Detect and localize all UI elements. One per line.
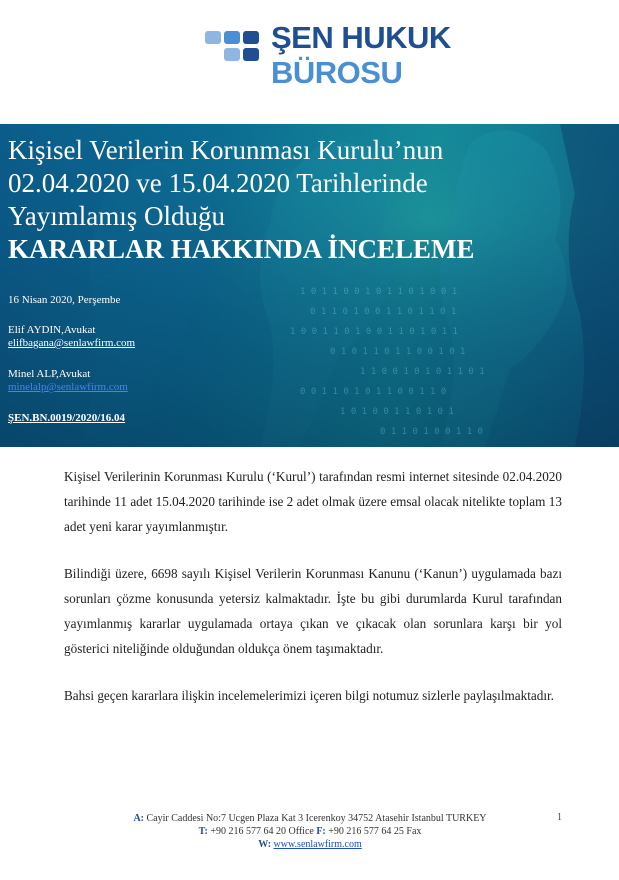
svg-text:0 0 1 1 0 1 0 1 1 0 0 1 1 0: 0 0 1 1 0 1 0 1 1 0 0 1 1 0: [300, 387, 447, 397]
author-2-name: Minel ALP,Avukat: [8, 368, 91, 380]
document-body: [64, 464, 562, 730]
document-date: 16 Nisan 2020, Perşembe: [8, 294, 121, 306]
paragraph-1: Kişisel Verilerinin Korunması Kurulu (‘Kurul’) tarafından resmi internet sitesinde 02.04.2020 tarihinde 11 adet 15.04.2020 tarihinde ise 2 adet olmak üzere emsal olacak nitelikte toplam 13 adet yeni karar yayımlanmıştır.: [64, 469, 562, 534]
paragraph-2: Bilindiği üzere, 6698 sayılı Kişisel Verilerin Korunması Kanunu (‘Kanun’) uygulamada bazı sorunları çözme konusunda yetersiz kalmaktadır. İşte bu gibi durumlarda Kurul tarafından yayımlanmış kararlar uygulamada ortaya çıkan ve çıkacak olan sorunlara karşı bir yol gösterici niteliğinde olduğundan oldukça önem taşımaktadır.: [64, 566, 562, 656]
document-reference: ŞEN.BN.0019/2020/16.04: [8, 412, 126, 424]
title-line-2: 02.04.2020 ve 15.04.2020 Tarihlerinde: [8, 168, 428, 198]
web-label: W:: [258, 839, 272, 850]
fax-label: F:: [316, 826, 326, 837]
footer-web: [60, 838, 560, 851]
title-strong: KARARLAR HAKKINDA İNCELEME: [8, 234, 475, 264]
logo-text-line2: BÜROSU: [271, 55, 403, 90]
document-title: [8, 134, 608, 266]
tel-text: +90 216 577 64 20 Office: [210, 826, 314, 837]
header-banner: [0, 124, 619, 447]
svg-text:0 1 1 0 1 0 0 1 1 0: 0 1 1 0 1 0 0 1 1 0: [380, 427, 483, 437]
fax-text: +90 216 577 64 25 Fax: [328, 826, 422, 837]
logo-squares-icon: [205, 29, 277, 69]
author-1-name: Elif AYDIN,Avukat: [8, 324, 96, 336]
paragraph-3: Bahsi geçen kararlara ilişkin incelemelerimizi içeren bilgi notumuz sizlerle paylaşılmaktadır.: [64, 688, 554, 703]
page-number: 1: [557, 812, 562, 823]
logo-text-line1: ŞEN HUKUK: [271, 20, 451, 55]
tel-label: T:: [198, 826, 208, 837]
svg-text:0 1 0 1 1 0 1 1 0 0 1 0 1: 0 1 0 1 1 0 1 1 0 0 1 0 1: [330, 347, 466, 357]
svg-text:1 0 1 1 0 0 1 0 1 1 0 1 0 0 1: 1 0 1 1 0 0 1 0 1 1 0 1 0 0 1: [300, 287, 458, 297]
footer-address: [60, 812, 560, 825]
address-text: Cayir Caddesi No:7 Ucgen Plaza Kat 3 Icerenkoy 34752 Atasehir Istanbul TURKEY: [146, 813, 487, 824]
address-label: A:: [133, 813, 145, 824]
footer-phones: [60, 825, 560, 838]
author-1: [8, 324, 135, 350]
website-link[interactable]: www.senlawfirm.com: [273, 839, 362, 850]
svg-text:1 0 1 0 0 1 1 0 1 0 1: 1 0 1 0 0 1 1 0 1 0 1: [340, 407, 454, 417]
svg-text:0 1 1 0 1 0 0 1 1 0 1 1 0 1: 0 1 1 0 1 0 0 1 1 0 1 1 0 1: [310, 307, 457, 317]
page-footer: [60, 812, 560, 851]
author-2: [8, 368, 128, 394]
svg-text:1 0 0 1 1 0 1 0 0 1 1 0 1 0 1: 1 0 0 1 1 0 1 0 0 1 1 0 1 0 1 1: [290, 327, 458, 337]
author-2-email-link[interactable]: minelalp@senlawfirm.com: [8, 381, 128, 393]
title-line-3: Yayımlamış Olduğu: [8, 201, 226, 231]
title-line-1: Kişisel Verilerin Korunması Kurulu’nun: [8, 135, 444, 165]
firm-logo: [205, 20, 451, 100]
author-1-email-link[interactable]: elifbagana@senlawfirm.com: [8, 337, 136, 349]
svg-text:1 1 0 0 1 0 1 0 1 1 0 1: 1 1 0 0 1 0 1 0 1 1 0 1: [360, 367, 485, 377]
